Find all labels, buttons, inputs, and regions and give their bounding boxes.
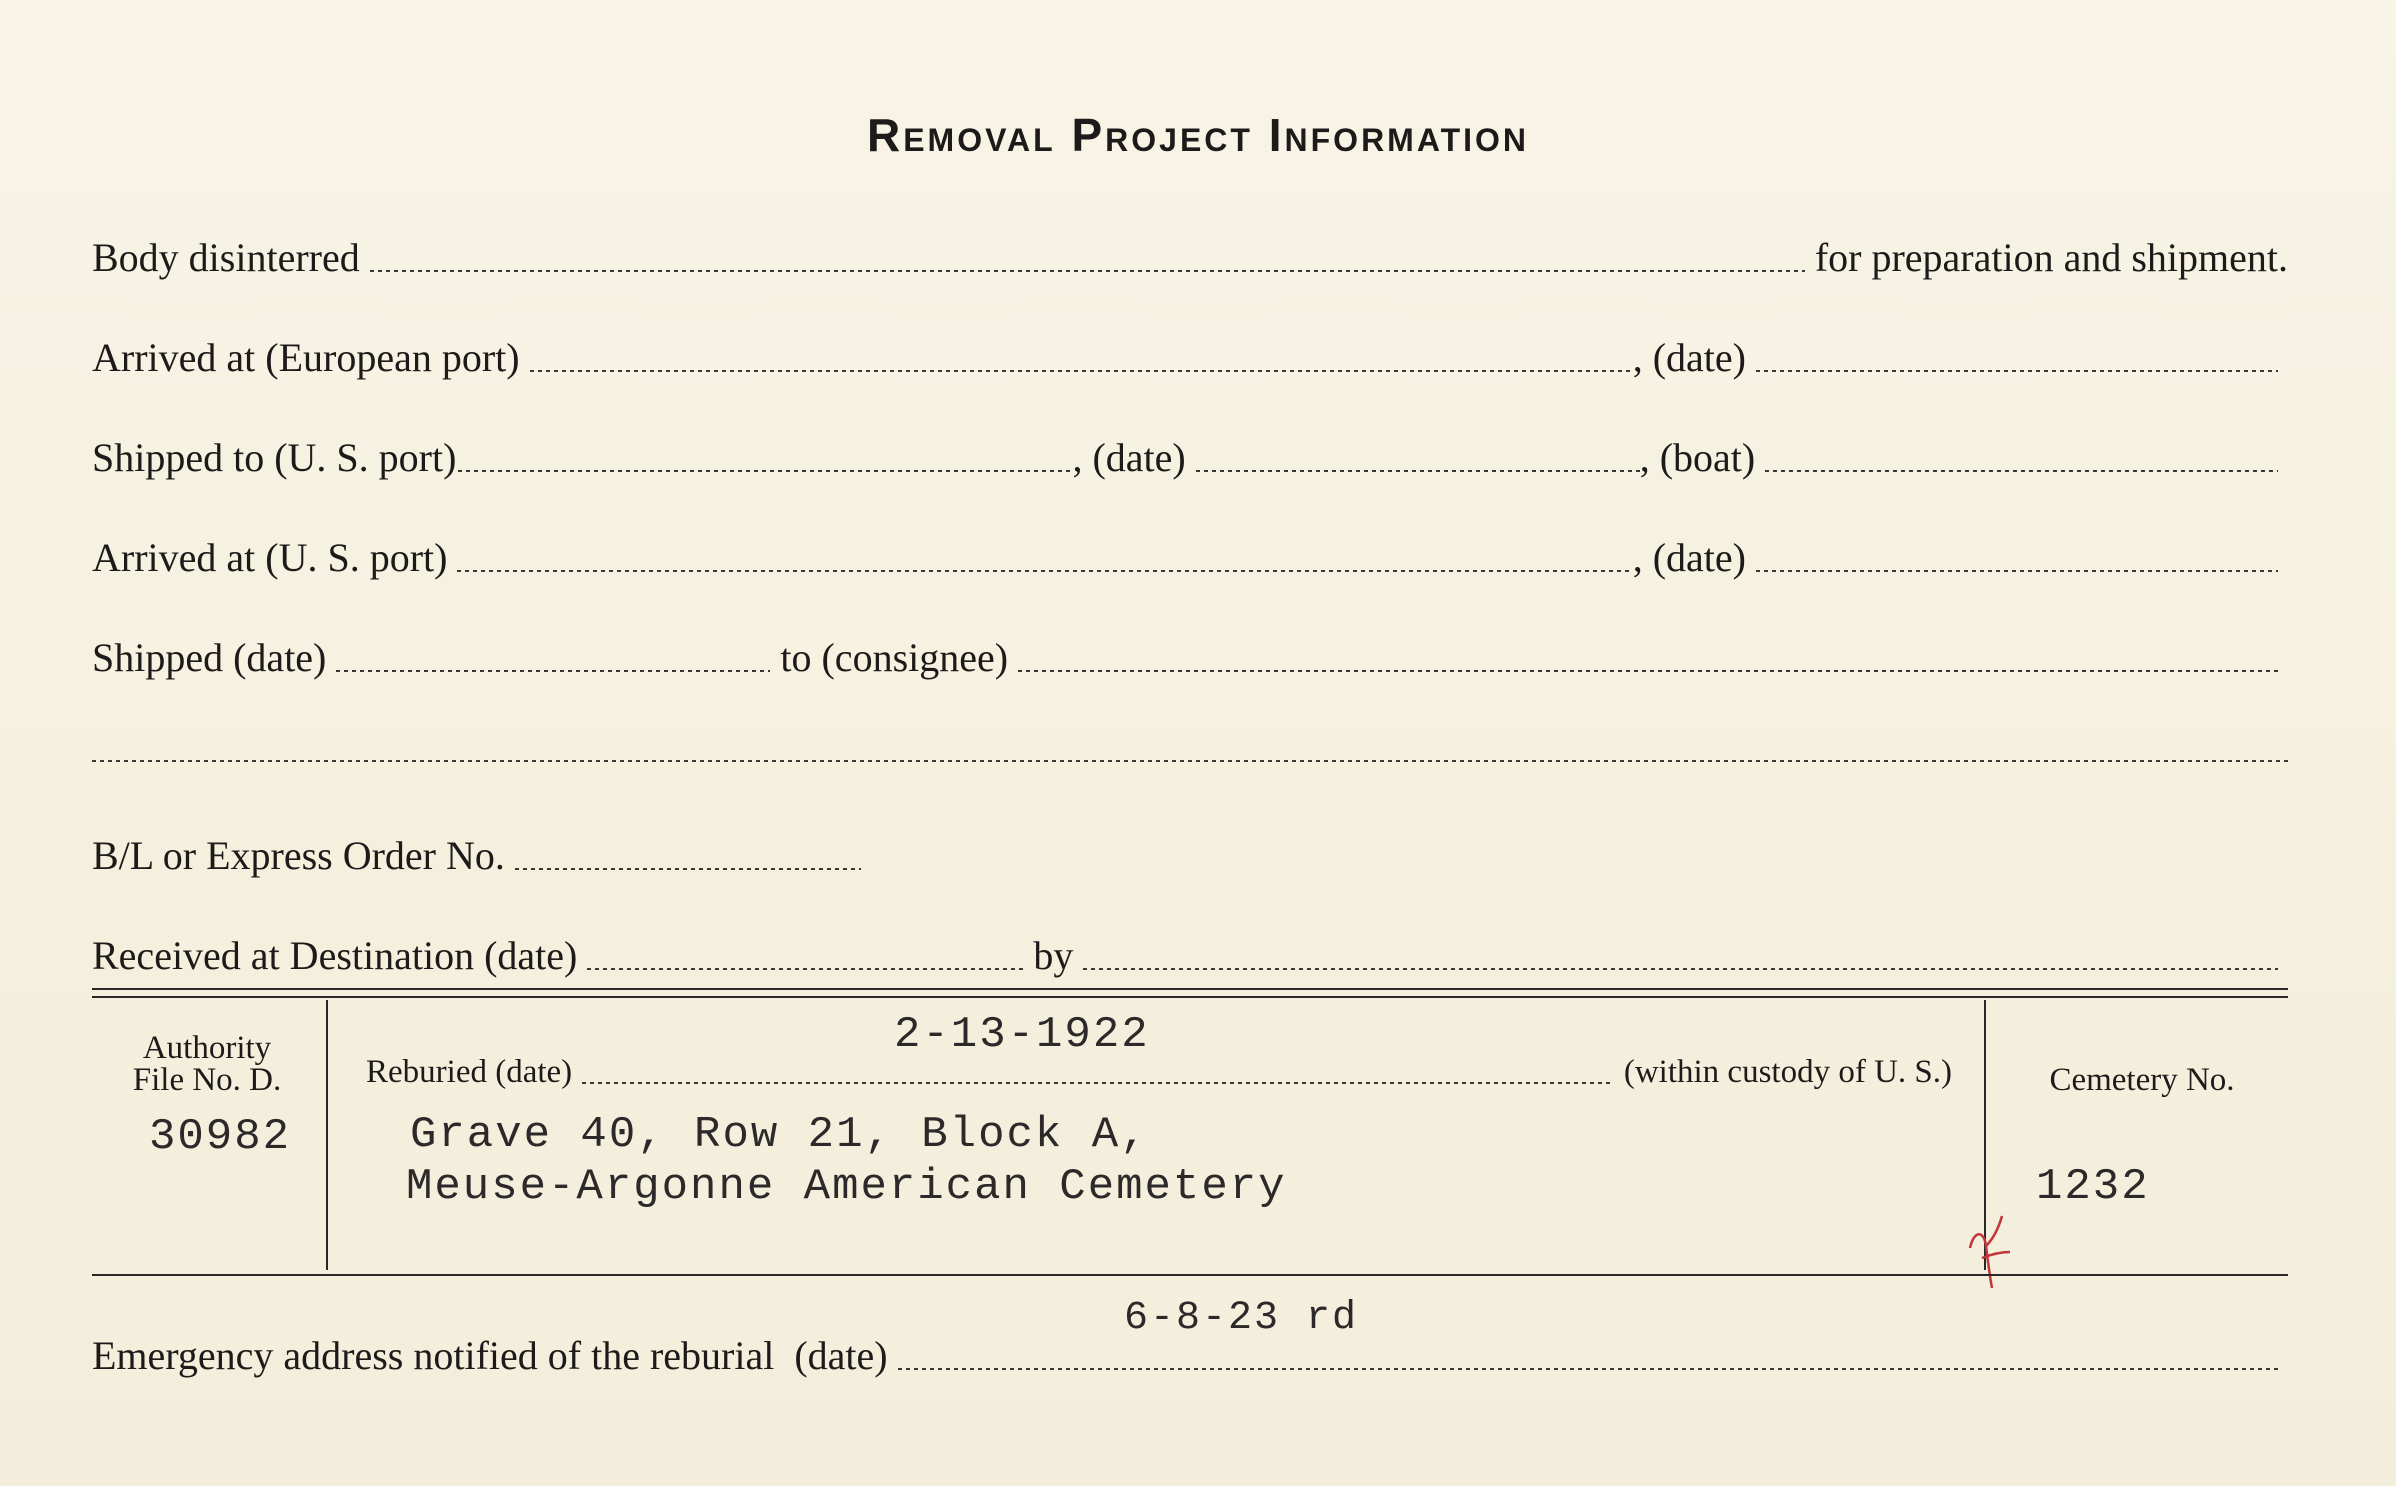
cemetery-no-label: Cemetery No. (2049, 1062, 2235, 1098)
emergency-label: Emergency address notified of the reburial (date) (92, 1333, 888, 1378)
boat-label: , (boat) (1639, 435, 1756, 480)
bl-field[interactable] (515, 868, 861, 870)
location-line-2: Meuse-Argonne American Cemetery (406, 1162, 1287, 1212)
custody-label: (within custody of U. S.) (1623, 1054, 1952, 1090)
cemetery-no-value: 1232 (2036, 1162, 2150, 1212)
boat-field[interactable] (1765, 470, 2278, 472)
body-disinterred-field[interactable] (370, 270, 1805, 272)
received-label: Received at Destination (date) (92, 933, 578, 978)
by-label: by (1033, 933, 1074, 978)
arrived-european-label: Arrived at (European port) (92, 335, 520, 380)
box-bottom-rule (92, 1274, 2288, 1276)
authority-label-1: Authority (142, 1030, 272, 1066)
shipped-date-field[interactable] (1196, 470, 1640, 472)
date-label: , (date) (1632, 535, 1746, 580)
row-emergency (92, 1320, 2288, 1380)
location-line-1: Grave 40, Row 21, Block A, (410, 1110, 1149, 1160)
arrived-us-port-field[interactable] (457, 570, 1632, 572)
consignee-label: to (consignee) (780, 635, 1009, 680)
european-port-field[interactable] (530, 370, 1633, 372)
emergency-date-value: 6-8-23 rd (1124, 1296, 1359, 1341)
shipped-us-label: Shipped to (U. S. port) (92, 435, 457, 480)
form-title: Removal Project Information (866, 109, 1530, 161)
shipped-date-label: Shipped (date) (92, 635, 327, 680)
row-bl (92, 820, 2288, 880)
bl-label: B/L or Express Order No. (92, 833, 505, 878)
reburied-date-value: 2-13-1922 (894, 1010, 1150, 1060)
row-arrived-european (92, 322, 2288, 382)
double-rule-bottom (92, 996, 2288, 998)
body-disinterred-suffix: for preparation and shipment. (1814, 235, 2288, 280)
row-shipped-us (92, 422, 2288, 482)
european-date-field[interactable] (1756, 370, 2278, 372)
row-reburied (366, 1042, 1952, 1092)
us-port-field[interactable] (458, 470, 1072, 472)
received-by-field[interactable] (1083, 968, 2278, 970)
received-date-field[interactable] (587, 968, 1023, 970)
arrived-us-label: Arrived at (U. S. port) (92, 535, 448, 580)
reburied-label: Reburied (date) (366, 1054, 573, 1090)
reburied-field[interactable] (582, 1082, 1614, 1084)
row-arrived-us (92, 522, 2288, 582)
arrived-us-date-field[interactable] (1756, 570, 2278, 572)
consignee-continuation-line[interactable] (92, 760, 2288, 762)
authority-file-no: 30982 (148, 1112, 292, 1162)
date-label: , (date) (1632, 335, 1746, 380)
row-received (92, 920, 2288, 980)
body-disinterred-label: Body disinterred (92, 235, 360, 280)
consignee-field[interactable] (1018, 670, 2278, 672)
double-rule-top (92, 988, 2288, 990)
row-shipped-consignee (92, 622, 2288, 682)
date-label: , (date) (1072, 435, 1186, 480)
authority-label-2: File No. D. (132, 1062, 282, 1098)
red-check-mark-icon (1962, 1200, 2022, 1290)
row-body-disinterred (92, 222, 2288, 282)
shipped-date-value-field[interactable] (336, 670, 770, 672)
box-divider-left (326, 1000, 328, 1270)
emergency-date-field[interactable] (898, 1368, 2278, 1370)
